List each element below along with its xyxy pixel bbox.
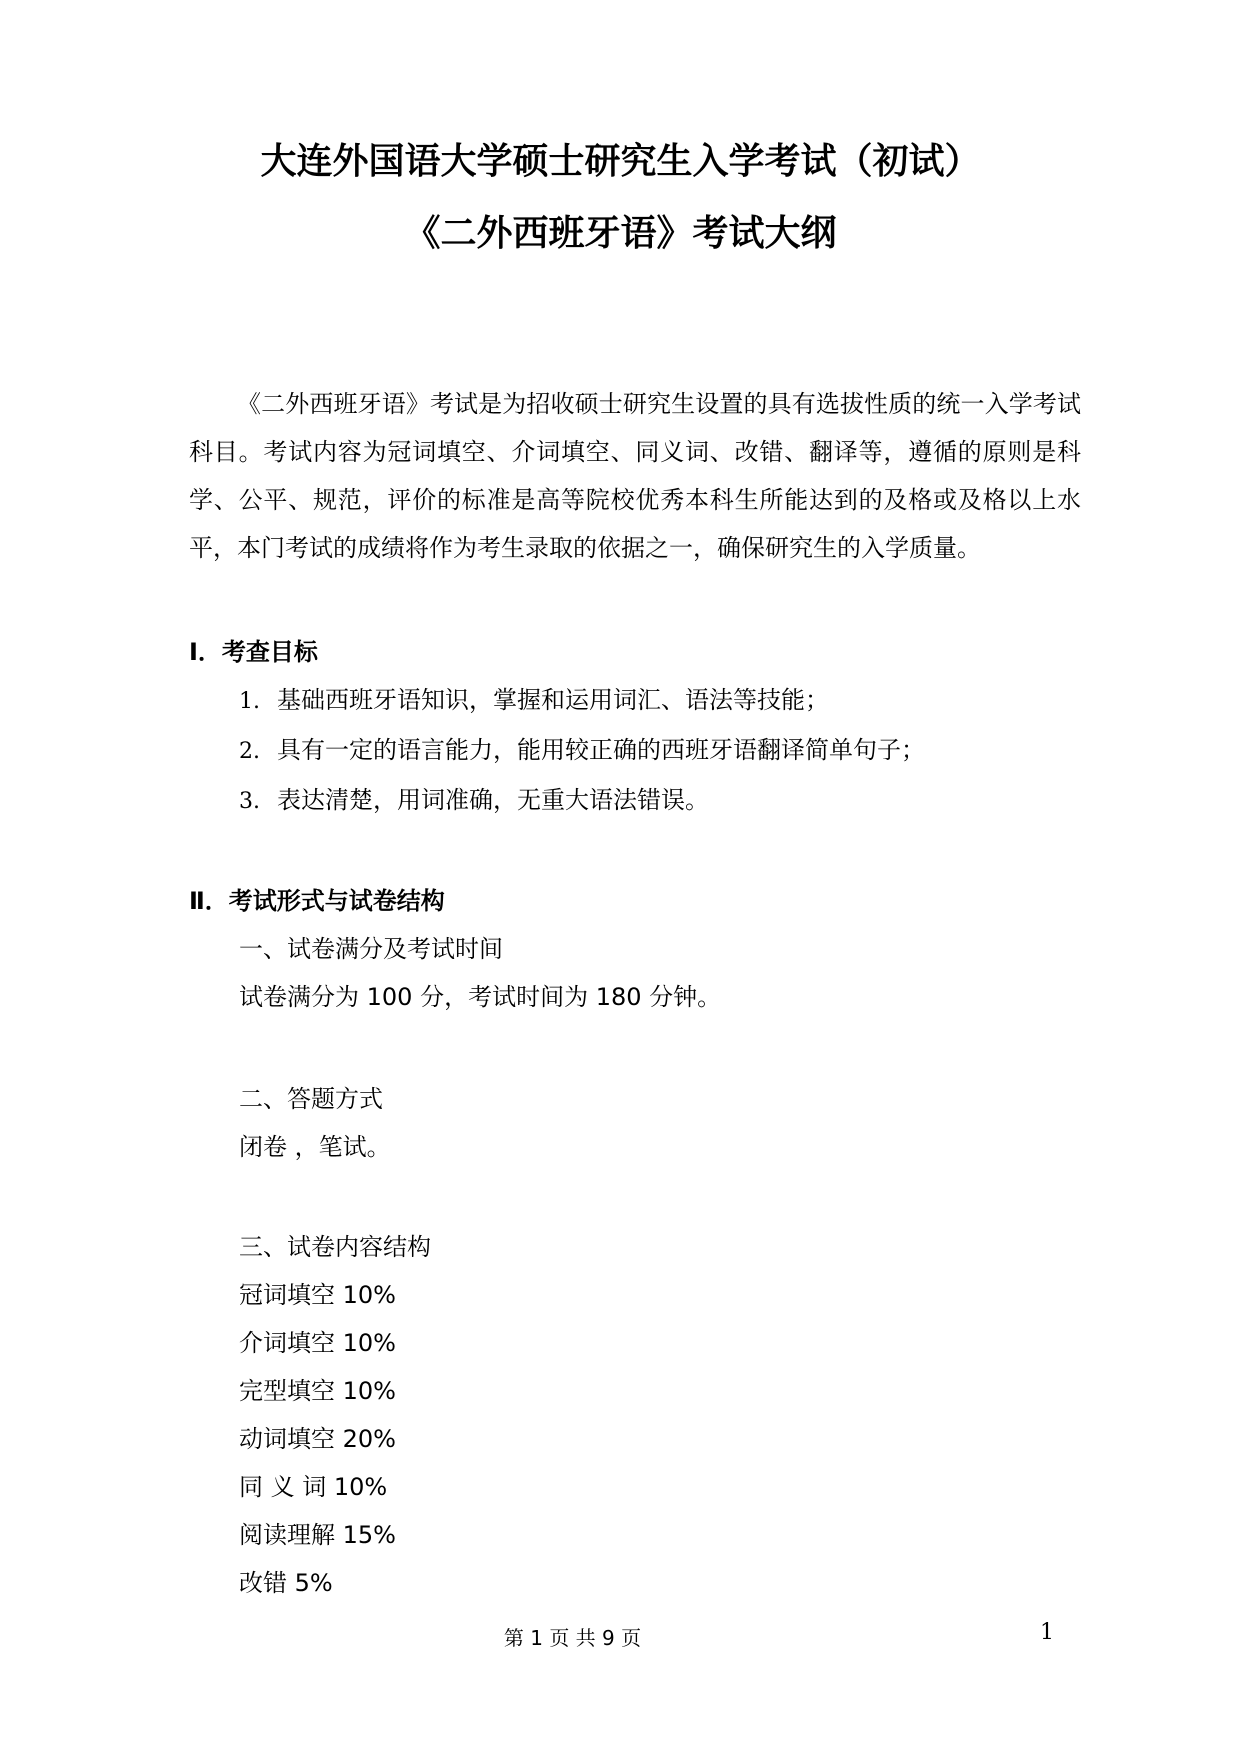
objective-item-3 [189, 776, 1081, 826]
content-ratio-verb-fill: 动词填空 20% [239, 1425, 396, 1453]
content-ratio-synonyms: 同 义 词 10% [239, 1473, 388, 1501]
subsection-content-structure-title: 三、试卷内容结构 [239, 1233, 431, 1261]
document-title: 大连外国语大学硕士研究生入学考试（初试） [260, 141, 981, 182]
objective-item-1 [189, 676, 1081, 726]
content-ratio-reading: 阅读理解 15% [239, 1521, 396, 1549]
subsection-score-time-title: 一、试卷满分及考试时间 [239, 935, 503, 963]
section-2-heading: Ⅱ．考试形式与试卷结构 [189, 887, 445, 915]
content-ratio-preposition-fill: 介词填空 10% [239, 1329, 396, 1357]
section-1-heading: Ⅰ．考查目标 [189, 638, 318, 666]
content-ratio-cloze: 完型填空 10% [239, 1377, 396, 1405]
document-subtitle: 《二外西班牙语》考试大纲 [404, 213, 837, 254]
content-ratio-article-fill: 冠词填空 10% [239, 1281, 396, 1309]
subsection-answer-mode-body: 闭卷 ，笔试。 [239, 1133, 391, 1161]
subsection-content-structure [189, 1223, 1081, 1607]
objective-item-1-number: 1. [239, 689, 260, 714]
content-ratio-error-correction: 改错 5% [239, 1569, 333, 1597]
objective-item-2-number: 2. [239, 739, 260, 764]
subsection-answer-mode-title: 二、答题方式 [239, 1085, 383, 1113]
document-body [0, 380, 1241, 1607]
subsection-score-time-body: 试卷满分为 100 分，考试时间为 180 分钟。 [239, 983, 722, 1011]
intro-paragraph: 《二外西班牙语》考试是为招收硕士研究生设置的具有选拔性质的统一入学考试科目。考试内容为冠词填空、介词填空、同义词、改错、翻译等，遵循的原则是科学、公平、规范，评价的标准是高等院校优秀本科生所能达到的及格或及格以上水平，本门考试的成绩将作为考生录取的依据之一，确保研究生的入学质量。 [189, 390, 1081, 562]
objective-item-2-text: 具有一定的语言能力，能用较正确的西班牙语翻译简单句子； [277, 736, 925, 764]
objective-item-1-text: 基础西班牙语知识，掌握和运用词汇、语法等技能； [277, 686, 829, 714]
footer-page-number: 1 [1040, 1620, 1054, 1645]
objective-item-3-number: 3. [239, 789, 260, 814]
subsection-answer-mode [189, 1075, 1081, 1171]
objective-item-3-text: 表达清楚，用词准确，无重大语法错误。 [277, 786, 709, 814]
objective-item-2 [189, 726, 1081, 776]
footer-page-indicator: 第 1 页 共 9 页 [503, 1626, 642, 1650]
subsection-score-time [189, 925, 1081, 1021]
